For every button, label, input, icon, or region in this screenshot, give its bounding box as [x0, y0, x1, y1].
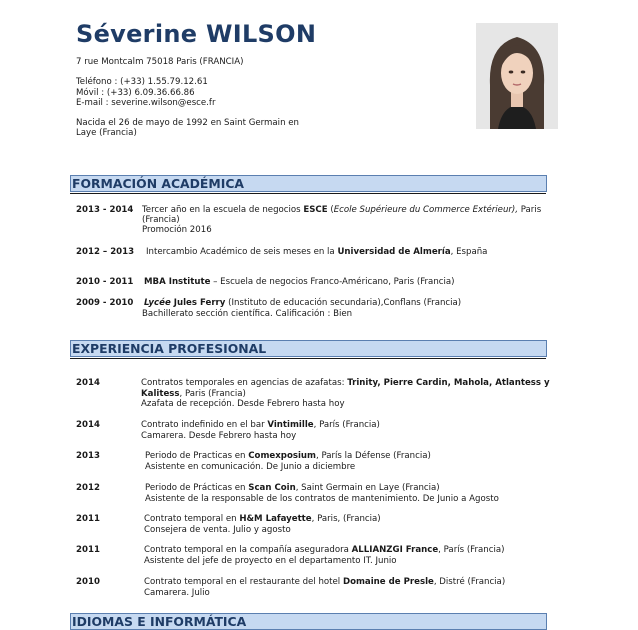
email: E-mail : severine.wilson@esce.fr — [76, 98, 216, 108]
experience-role: Camarera. Julio — [144, 588, 210, 598]
experience-location: Kalitess, Paris (Francia) — [141, 389, 246, 399]
education-promotion: Promoción 2016 — [142, 225, 212, 235]
birth-info-line2: Laye (Francia) — [76, 128, 137, 138]
section-divider — [70, 358, 546, 359]
section-title-experience: EXPERIENCIA PROFESIONAL — [70, 340, 547, 357]
experience-year: 2014 — [76, 378, 100, 388]
education-date: 2009 - 2010 — [76, 298, 134, 308]
section-title-education: FORMACIÓN ACADÉMICA — [70, 175, 547, 192]
portrait-illustration — [476, 23, 558, 129]
education-date: 2013 - 2014 — [76, 205, 134, 215]
education-description: MBA Institute – Escuela de negocios Franco-Américano, Paris (Francia) — [144, 277, 455, 287]
education-date: 2012 – 2013 — [76, 247, 135, 257]
education-degree: Bachillerato sección científica. Calificación : Bien — [142, 309, 353, 319]
experience-role: Consejera de venta. Julio y agosto — [144, 525, 291, 535]
phone: Teléfono : (+33) 1.55.79.12.61 — [76, 77, 208, 87]
experience-description: Periodo de Prácticas en Scan Coin, Saint Germain en Laye (Francia) — [145, 483, 440, 493]
experience-description: Contrato temporal en H&M Lafayette, Paris, (Francia) — [144, 514, 381, 524]
section-title-languages: IDIOMAS E INFORMÁTICA — [70, 613, 547, 630]
experience-description: Contrato temporal en la compañía aseguradora ALLIANZGI France, París (Francia) — [144, 545, 505, 555]
experience-role: Asistente en comunicación. De Junio a diciembre — [145, 462, 356, 472]
birth-info-line1: Nacida el 26 de mayo de 1992 en Saint Germain en — [76, 118, 299, 128]
education-description: Tercer año en la escuela de negocios ESCE (Ecole Supérieure du Commerce Extérieur), Paris — [142, 205, 542, 215]
experience-description: Contratos temporales en agencias de azafatas: Trinity, Pierre Cardin, Mahola, Atlantess y — [141, 378, 550, 388]
experience-year: 2010 — [76, 577, 100, 587]
experience-description: Periodo de Practicas en Comexposium, París la Défense (Francia) — [145, 451, 431, 461]
section-divider — [70, 193, 546, 194]
experience-description: Contrato temporal en el restaurante del hotel Domaine de Presle, Distré (Francia) — [144, 577, 506, 587]
experience-role: Camarera. Desde Febrero hasta hoy — [141, 431, 297, 441]
experience-role: Azafata de recepción. Desde Febrero hasta hoy — [141, 399, 345, 409]
address: 7 rue Montcalm 75018 Paris (FRANCIA) — [76, 57, 244, 67]
education-date: 2010 - 2011 — [76, 277, 134, 287]
education-description: Lycée Jules Ferry (Instituto de educación secundaria),Conflans (Francia) — [144, 298, 462, 308]
experience-role: Asistente de la responsable de los contratos de mantenimiento. De Junio a Agosto — [145, 494, 499, 504]
education-description: Intercambio Académico de seis meses en la Universidad de Almería, España — [146, 247, 488, 257]
mobile: Móvil : (+33) 6.09.36.66.86 — [76, 88, 195, 98]
experience-role: Asistente del jefe de proyecto en el departamento IT. Junio — [144, 556, 397, 566]
experience-year: 2011 — [76, 514, 100, 524]
experience-year: 2013 — [76, 451, 100, 461]
experience-year: 2012 — [76, 483, 100, 493]
experience-year: 2014 — [76, 420, 100, 430]
candidate-name: Séverine WILSON — [76, 20, 317, 48]
education-location: (Francia) — [142, 215, 180, 225]
experience-year: 2011 — [76, 545, 100, 555]
experience-description: Contrato indefinido en el bar Vintimille, París (Francia) — [141, 420, 380, 430]
profile-photo — [476, 23, 558, 129]
